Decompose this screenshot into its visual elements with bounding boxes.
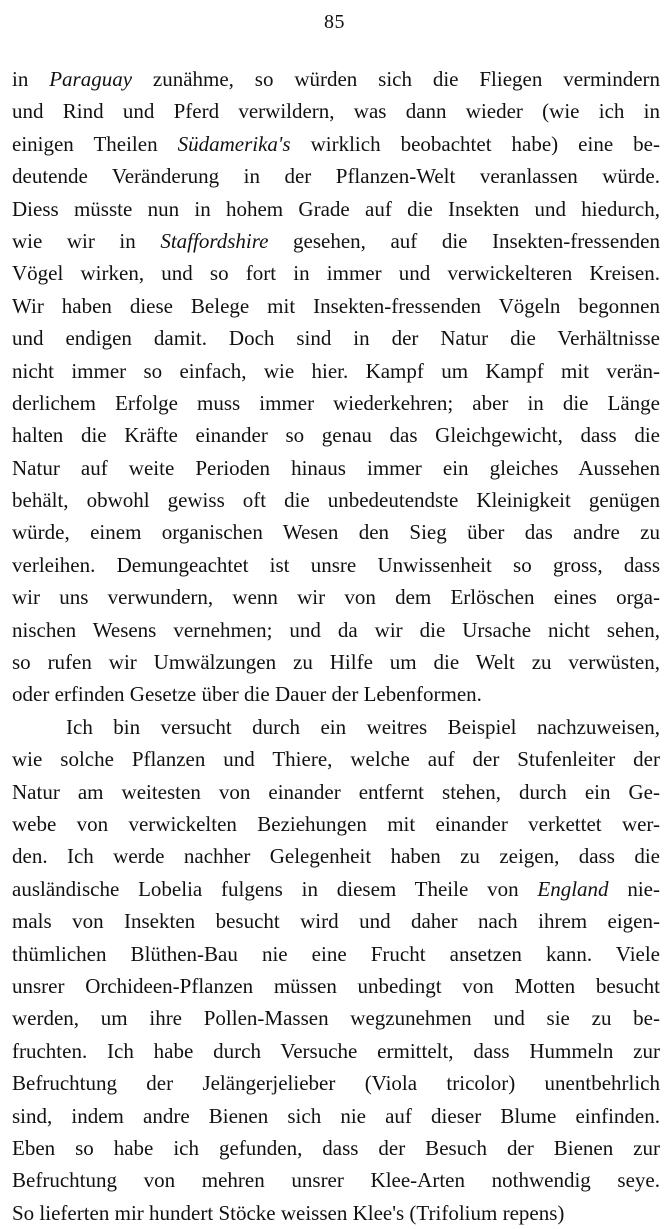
- text-segment: und endigen damit. Doch sind in der Natur die Verhältnisse: [12, 326, 660, 351]
- text-segment: unsrer Orchideen-Pflanzen müssen unbedingt von Motten besucht: [12, 973, 660, 998]
- page-number: 85: [324, 11, 345, 33]
- text-segment: werden, um ihre Pollen-Massen wegzunehmen und sie zu be-: [12, 1006, 660, 1031]
- text-line: [12, 840, 660, 872]
- text-line: [12, 873, 660, 905]
- text-line: [12, 776, 660, 808]
- text-line: [12, 322, 660, 354]
- text-segment: Befruchtung der Jelängerjelieber (Viola tricolor) unentbehrlich: [12, 1071, 660, 1096]
- text-line: [12, 193, 660, 225]
- text-line: [12, 1002, 660, 1034]
- text-segment: deutende Veränderung in der Pflanzen-Welt veranlassen würde.: [12, 164, 660, 189]
- text-line: [12, 1197, 660, 1229]
- text-line: [12, 938, 660, 970]
- text-segment: nicht immer so einfach, wie hier. Kampf um Kampf mit verän-: [12, 358, 660, 383]
- text-segment: gesehen, auf die Insekten-fressenden: [268, 228, 660, 253]
- text-segment: sind, indem andre Bienen sich nie auf dieser Blume einfinden.: [12, 1103, 660, 1128]
- text-segment: Natur auf weite Perioden hinaus immer ein gleiches Aussehen: [12, 455, 660, 480]
- text-line: [12, 1035, 660, 1067]
- text-segment: den. Ich werde nachher Gelegenheit haben zu zeigen, dass die: [12, 844, 660, 869]
- text-line: [12, 905, 660, 937]
- text-line: [12, 257, 660, 289]
- text-segment: Eben so habe ich gefunden, dass der Besuch der Bienen zur: [12, 1135, 660, 1160]
- italic-text: Staffordshire: [160, 228, 269, 253]
- text-segment: fruchten. Ich habe durch Versuche ermittelt, dass Hummeln zur: [12, 1038, 660, 1063]
- text-segment: ausländische Lobelia fulgens in diesem Theile von: [12, 876, 538, 901]
- text-segment: Diess müsste nun in hohem Grade auf die Insekten und hiedurch,: [12, 196, 660, 221]
- text-line: [12, 646, 660, 678]
- text-segment: webe von verwickelten Beziehungen mit einander verkettet wer-: [12, 811, 660, 836]
- text-segment: oder erfinden Gesetze über die Dauer der Lebenformen.: [12, 682, 482, 707]
- text-line: [12, 95, 660, 127]
- text-segment: so rufen wir Umwälzungen zu Hilfe um die Welt zu verwüsten,: [12, 650, 660, 675]
- text-line: [12, 355, 660, 387]
- text-line: [12, 970, 660, 1002]
- italic-text: England: [537, 876, 609, 901]
- text-line: [12, 63, 660, 95]
- text-segment: Vögel wirken, und so fort in immer und verwickelteren Kreisen.: [12, 261, 660, 286]
- text-line: [12, 225, 660, 257]
- text-segment: mals von Insekten besucht wird und daher nach ihrem eigen-: [12, 909, 660, 934]
- text-line: [12, 808, 660, 840]
- text-segment: wie wir in: [12, 228, 161, 253]
- text-line: [12, 549, 660, 581]
- text-segment: derlichem Erfolge muss immer wiederkehren; aber in die Länge: [12, 390, 660, 415]
- text-segment: wie solche Pflanzen und Thiere, welche auf der Stufenleiter der: [12, 747, 660, 772]
- text-segment: thümlichen Blüthen-Bau nie eine Frucht ansetzen kann. Viele: [12, 941, 660, 966]
- text-segment: So lieferten mir hundert Stöcke weissen Klee's (Trifolium repens): [12, 1200, 565, 1225]
- body-text: [12, 63, 660, 1229]
- text-segment: würde, einem organischen Wesen den Sieg über das andre zu: [12, 520, 660, 545]
- text-line: [12, 614, 660, 646]
- text-segment: behält, obwohl gewiss oft die unbedeutendste Kleinigkeit genügen: [12, 488, 660, 513]
- text-segment: einigen Theilen: [12, 131, 178, 156]
- text-segment: wir uns verwundern, wenn wir von dem Erlöschen eines orga-: [12, 585, 660, 610]
- text-segment: in: [12, 67, 50, 91]
- text-line: [12, 1100, 660, 1132]
- text-segment: halten die Kräfte einander so genau das Gleichgewicht, dass die: [12, 423, 660, 448]
- text-segment: nie-: [608, 876, 660, 901]
- text-segment: Ich bin versucht durch ein weitres Beispiel nachzuweisen,: [66, 714, 660, 739]
- italic-text: Paraguay: [49, 67, 133, 91]
- text-segment: Natur am weitesten von einander entfernt stehen, durch ein Ge-: [12, 779, 660, 804]
- italic-text: Südamerika's: [177, 131, 291, 156]
- text-line: [12, 1067, 660, 1099]
- text-line: [12, 419, 660, 451]
- text-segment: verleihen. Demungeachtet ist unsre Unwissenheit so gross, dass: [12, 552, 660, 577]
- text-line: [12, 1164, 660, 1196]
- text-segment: Wir haben diese Belege mit Insekten-fressenden Vögeln begonnen: [12, 293, 660, 318]
- text-segment: und Rind und Pferd verwildern, was dann wieder (wie ich in: [12, 99, 660, 124]
- text-line: [12, 516, 660, 548]
- text-line: [12, 581, 660, 613]
- text-line: [12, 678, 660, 710]
- text-line: [12, 290, 660, 322]
- text-segment: Befruchtung von mehren unsrer Klee-Arten nothwendig seye.: [12, 1168, 660, 1193]
- text-segment: zunähme, so würden sich die Fliegen vermindern: [132, 67, 660, 91]
- text-line: [12, 128, 660, 160]
- text-line: [12, 387, 660, 419]
- text-line: [12, 1132, 660, 1164]
- text-line: [12, 484, 660, 516]
- text-line: [12, 160, 660, 192]
- text-segment: wirklich beobachtet habe) eine be-: [290, 131, 660, 156]
- text-line: [12, 452, 660, 484]
- text-line: [12, 743, 660, 775]
- text-segment: nischen Wesens vernehmen; und da wir die Ursache nicht sehen,: [12, 617, 660, 642]
- text-line: [12, 711, 660, 743]
